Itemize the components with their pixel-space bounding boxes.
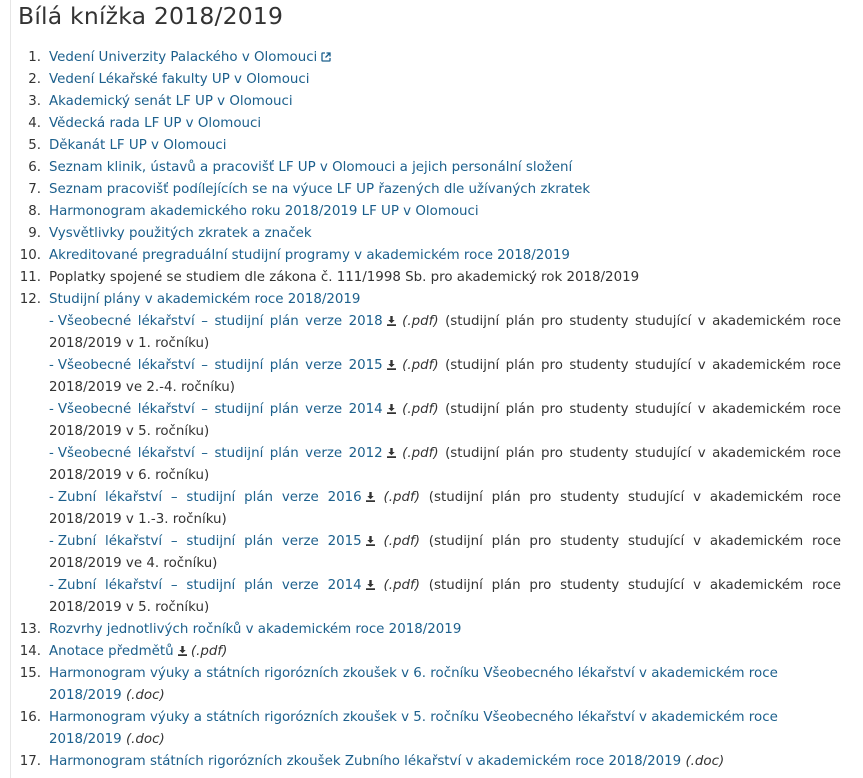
list-item — [11, 69, 841, 91]
item-number: 10. — [19, 248, 41, 263]
list-item — [11, 751, 841, 773]
list-item — [11, 267, 841, 289]
item-number: 6. — [28, 160, 41, 175]
link-plan-vl-2014[interactable]: Všeobecné lékařství – studijní plán verze 2014 — [57, 402, 383, 417]
list-item — [11, 245, 841, 267]
list-item — [11, 641, 841, 663]
link-plan-zl-2016[interactable]: Zubní lékařství – studijní plán verze 2016 — [57, 490, 362, 505]
item-number: 4. — [28, 116, 41, 131]
item-number: 2. — [28, 72, 41, 87]
item-number: 15. — [19, 666, 41, 681]
link-plan-zl-2015[interactable]: Zubní lékařství – studijní plán verze 2015 — [57, 534, 362, 549]
list-item — [11, 113, 841, 135]
list-item — [11, 179, 841, 201]
link-plan-vl-2018[interactable]: Všeobecné lékařství – studijní plán verze 2018 — [57, 314, 383, 329]
item-number: 7. — [28, 182, 41, 197]
document-list — [11, 47, 841, 773]
download-icon — [387, 404, 396, 414]
study-plan-entry — [49, 355, 841, 399]
format-label: (.pdf) — [383, 490, 420, 505]
download-icon — [366, 492, 375, 502]
link-seznam-klinik[interactable]: Seznam klinik, ústavů a pracovišť LF UP v Olomouci a jejich personální složení — [49, 160, 573, 175]
study-plan-entry — [49, 487, 841, 531]
link-dekanat[interactable]: Děkanát LF UP v Olomouci — [49, 138, 227, 153]
plan-note: (studijní plán pro studenty studující v akademickém roce 2018/2019 v 1.-3. ročníku) — [49, 490, 841, 527]
format-label: (.doc) — [125, 732, 165, 747]
link-akreditovane-programy[interactable]: Akreditované pregraduální studijní programy v akademickém roce 2018/2019 — [49, 248, 570, 263]
page-title: Bílá knížka 2018/2019 — [18, 2, 284, 30]
link-harmonogram-6-rocnik[interactable]: Harmonogram výuky a státních rigorózních zkoušek v 6. ročníku Všeobecného lékařství v akademickém roce 2018/2019 — [49, 666, 778, 703]
link-studijni-plany[interactable]: Studijní plány v akademickém roce 2018/2019 — [49, 292, 361, 307]
study-plan-entry — [49, 311, 841, 355]
format-label: (.doc) — [685, 754, 725, 769]
plan-note: (studijní plán pro studenty studující v akademickém roce 2018/2019 v 6. ročníku) — [49, 446, 841, 483]
link-rozvrhy[interactable]: Rozvrhy jednotlivých ročníků v akademickém roce 2018/2019 — [49, 622, 462, 637]
list-item — [11, 619, 841, 641]
list-item — [11, 135, 841, 157]
study-plan-entry — [49, 531, 841, 575]
list-item — [11, 663, 841, 707]
item-number: 16. — [19, 710, 41, 725]
item-number: 13. — [19, 622, 41, 637]
link-akademicky-senat[interactable]: Akademický senát LF UP v Olomouci — [49, 94, 293, 109]
item-number: 8. — [28, 204, 41, 219]
link-vedeni-lf[interactable]: Vedení Lékařské fakulty UP v Olomouci — [49, 72, 310, 87]
list-item — [11, 47, 841, 69]
plan-note: (studijní plán pro studenty studující v akademickém roce 2018/2019 v 5. ročníku) — [49, 578, 841, 615]
dash: - — [49, 578, 54, 593]
page — [10, 0, 853, 778]
download-icon — [178, 646, 187, 656]
item-number: 11. — [19, 270, 41, 285]
link-anotace[interactable]: Anotace předmětů — [49, 644, 174, 659]
plan-note: (studijní plán pro studenty studující v akademickém roce 2018/2019 ve 2.-4. ročníku) — [49, 358, 841, 395]
format-label: (.pdf) — [402, 358, 439, 373]
format-label: (.pdf) — [402, 402, 439, 417]
item-number: 5. — [28, 138, 41, 153]
link-plan-zl-2014[interactable]: Zubní lékařství – studijní plán verze 2014 — [57, 578, 362, 593]
dash: - — [49, 402, 54, 417]
link-harmonogram-zl[interactable]: Harmonogram státních rigorózních zkoušek Zubního lékařství v akademickém roce 2018/2019 — [49, 754, 682, 769]
plan-note: (studijní plán pro studenty studující v akademickém roce 2018/2019 ve 4. ročníku) — [49, 534, 841, 571]
study-plan-entry — [49, 399, 841, 443]
list-item — [11, 157, 841, 179]
download-icon — [366, 536, 375, 546]
format-label: (.pdf) — [383, 578, 420, 593]
plan-note: (studijní plán pro studenty studující v akademickém roce 2018/2019 v 5. ročníku) — [49, 402, 841, 439]
external-link-icon — [321, 52, 331, 62]
dash: - — [49, 534, 54, 549]
download-icon — [387, 360, 396, 370]
link-plan-vl-2015[interactable]: Všeobecné lékařství – studijní plán verze 2015 — [57, 358, 383, 373]
link-harmonogram-roku[interactable]: Harmonogram akademického roku 2018/2019 LF UP v Olomouci — [49, 204, 479, 219]
format-label: (.doc) — [125, 688, 165, 703]
study-plan-entry — [49, 443, 841, 487]
list-item — [11, 201, 841, 223]
item-number: 12. — [19, 292, 41, 307]
item-number: 14. — [19, 644, 41, 659]
list-item — [11, 707, 841, 751]
dash: - — [49, 446, 54, 461]
item-text-poplatky: Poplatky spojené se studiem dle zákona č. 111/1998 Sb. pro akademický rok 2018/2019 — [49, 270, 640, 285]
item-number: 17. — [19, 754, 41, 769]
link-plan-vl-2012[interactable]: Všeobecné lékařství – studijní plán verze 2012 — [57, 446, 383, 461]
format-label: (.pdf) — [383, 534, 420, 549]
link-seznam-pracovist[interactable]: Seznam pracovišť podílejících se na výuce LF UP řazených dle užívaných zkratek — [49, 182, 591, 197]
list-item — [11, 289, 841, 619]
link-vedecka-rada[interactable]: Vědecká rada LF UP v Olomouci — [49, 116, 262, 131]
item-number: 9. — [28, 226, 41, 241]
download-icon — [387, 316, 396, 326]
list-item — [11, 91, 841, 113]
format-label: (.pdf) — [190, 644, 228, 659]
link-harmonogram-5-rocnik[interactable]: Harmonogram výuky a státních rigorózních zkoušek v 5. ročníku Všeobecného lékařství v akademickém roce 2018/2019 — [49, 710, 778, 747]
dash: - — [49, 314, 54, 329]
link-vysvetlivky[interactable]: Vysvětlivky použitých zkratek a značek — [49, 226, 312, 241]
list-item — [11, 223, 841, 245]
download-icon — [387, 448, 396, 458]
format-label: (.pdf) — [402, 314, 439, 329]
study-plan-entry — [49, 575, 841, 619]
plan-note: (studijní plán pro studenty studující v akademickém roce 2018/2019 v 1. ročníku) — [49, 314, 841, 351]
item-number: 1. — [28, 50, 41, 65]
item-number: 3. — [28, 94, 41, 109]
format-label: (.pdf) — [402, 446, 439, 461]
dash: - — [49, 490, 54, 505]
dash: - — [49, 358, 54, 373]
link-vedeni-up[interactable]: Vedení Univerzity Palackého v Olomouci — [49, 50, 318, 65]
download-icon — [366, 580, 375, 590]
